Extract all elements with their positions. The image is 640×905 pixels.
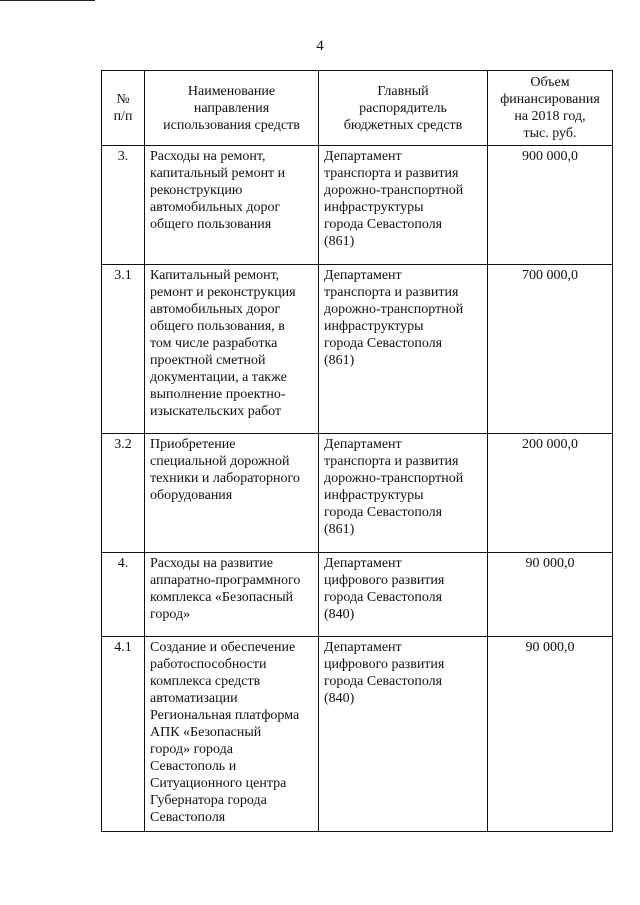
table-row xyxy=(102,553,613,637)
table-row xyxy=(102,265,613,434)
row-number: 3. xyxy=(102,146,145,265)
row-manager: Департамент транспорта и развития дорожно-транспортной инфраструктуры города Севастополя (861) xyxy=(319,265,488,434)
table-row xyxy=(102,637,613,832)
header-manager: Главный распорядитель бюджетных средств xyxy=(319,71,488,146)
row-manager: Департамент цифрового развития города Севастополя (840) xyxy=(319,637,488,832)
funding-table xyxy=(101,70,613,832)
page-number: 4 xyxy=(316,38,324,54)
row-manager: Департамент цифрового развития города Севастополя (840) xyxy=(319,553,488,637)
table-row xyxy=(102,146,613,265)
row-amount: 90 000,0 xyxy=(488,637,613,832)
scan-edge-line xyxy=(0,0,95,1)
row-name: Приобретение специальной дорожной техники и лабораторного оборудования xyxy=(145,434,319,553)
row-name: Создание и обеспечение работоспособности комплекса средств автоматизации Региональная платформа АПК «Безопасный город» города Севастополь и Ситуационного центра Губернатора города Севастополя xyxy=(145,637,319,832)
row-name: Капитальный ремонт, ремонт и реконструкция автомобильных дорог общего пользования, в том числе разработка проектной сметной документации, а также выполнение проектно- изыскательских работ xyxy=(145,265,319,434)
row-name: Расходы на ремонт, капитальный ремонт и реконструкцию автомобильных дорог общего пользования xyxy=(145,146,319,265)
table-row xyxy=(102,434,613,553)
row-number: 4.1 xyxy=(102,637,145,832)
row-name: Расходы на развитие аппаратно-программного комплекса «Безопасный город» xyxy=(145,553,319,637)
row-manager: Департамент транспорта и развития дорожно-транспортной инфраструктуры города Севастополя (861) xyxy=(319,146,488,265)
header-num: № п/п xyxy=(102,71,145,146)
row-number: 3.2 xyxy=(102,434,145,553)
row-manager: Департамент транспорта и развития дорожно-транспортной инфраструктуры города Севастополя (861) xyxy=(319,434,488,553)
row-amount: 90 000,0 xyxy=(488,553,613,637)
header-amount: Объем финансирования на 2018 год, тыс. руб. xyxy=(488,71,613,146)
table-header-row xyxy=(102,71,613,146)
row-amount: 700 000,0 xyxy=(488,265,613,434)
row-number: 3.1 xyxy=(102,265,145,434)
row-amount: 900 000,0 xyxy=(488,146,613,265)
row-amount: 200 000,0 xyxy=(488,434,613,553)
header-name: Наименование направления использования средств xyxy=(145,71,319,146)
row-number: 4. xyxy=(102,553,145,637)
